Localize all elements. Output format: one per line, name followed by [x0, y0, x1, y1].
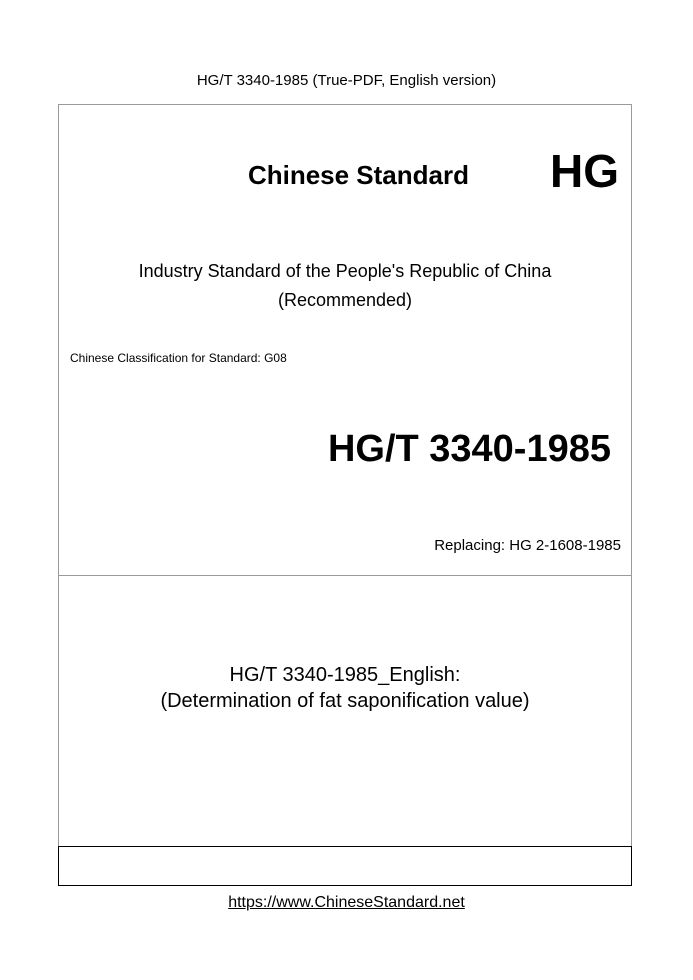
industry-standard-line: Industry Standard of the People's Republic of China — [138, 261, 552, 281]
standard-number: HG/T 3340-1985 — [327, 428, 611, 470]
cover-frame — [58, 104, 632, 886]
classification-text: Chinese Classification for Standard: G08 — [70, 351, 287, 365]
chinese-standard-heading: Chinese Standard — [247, 160, 469, 190]
hg-mark: HG — [550, 145, 619, 197]
document-title-line: HG/T 3340-1985_English: — [229, 664, 461, 686]
replacing-text: Replacing: HG 2-1608-1985 — [434, 537, 621, 554]
bottom-box — [58, 846, 632, 886]
recommended-line: (Recommended) — [277, 290, 413, 310]
frame-divider — [59, 575, 631, 576]
page-header: HG/T 3340-1985 (True-PDF, English version) — [196, 72, 497, 89]
document-subtitle-line: (Determination of fat saponification value) — [160, 690, 530, 712]
footer-website-link[interactable]: https://www.ChineseStandard.net — [228, 894, 465, 911]
